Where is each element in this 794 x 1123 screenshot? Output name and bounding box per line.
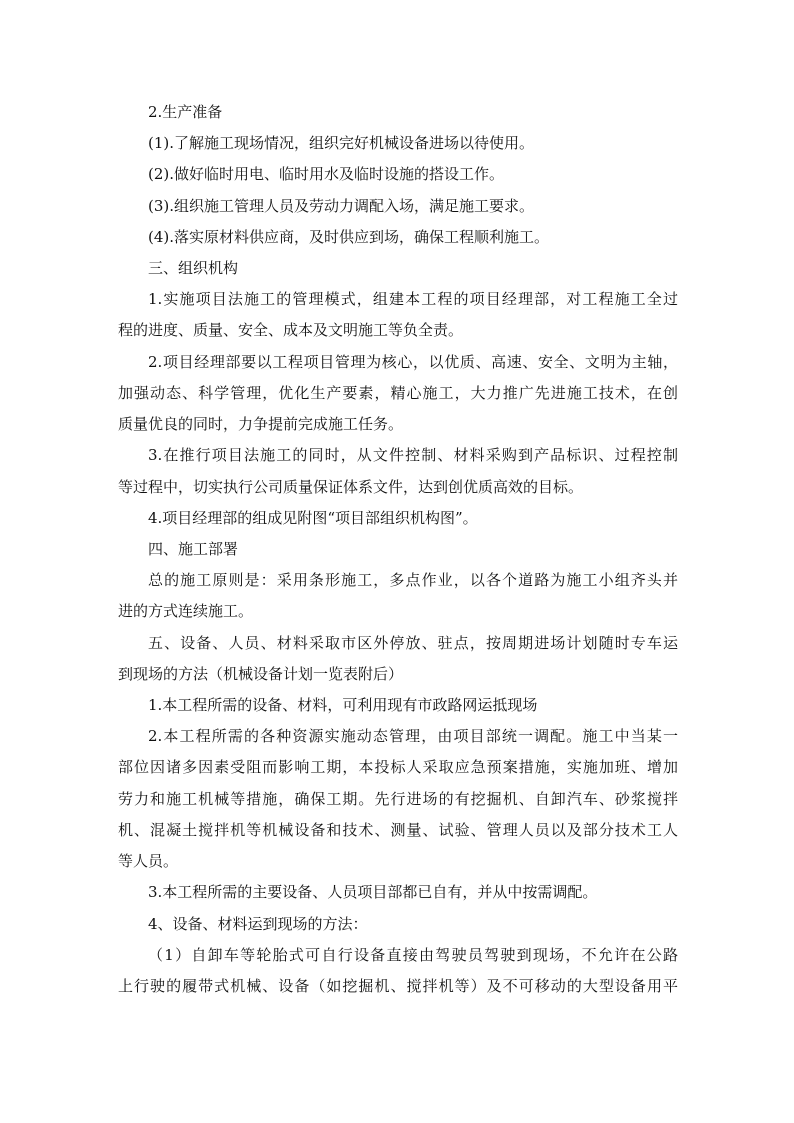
paragraph-line: 4.项目经理部的组成见附图“项目部组织机构图”。 <box>148 509 478 527</box>
paragraph-line: 2.项目经理部要以工程项目管理为核心，以优质、高速、安全、文明为主轴， <box>148 353 678 371</box>
paragraph-line: 总的施工原则是：采用条形施工，多点作业，以各个道路为施工小组齐头并 <box>148 571 678 589</box>
paragraph-line: 上行驶的履带式机械、设备（如挖掘机、搅拌机等）及不可移动的大型设备用平 <box>118 977 678 995</box>
paragraph-line: 部位因诸多因素受阻而影响工期，本投标人采取应急预案措施，实施加班、增加 <box>118 758 678 776</box>
list-item: (3).组织施工管理人员及劳动力调配入场，满足施工要求。 <box>148 197 535 215</box>
paragraph-line: （1）自卸车等轮胎式可自行设备直接由驾驶员驾驶到现场，不允许在公路 <box>148 946 678 964</box>
paragraph-line: 加强动态、科学管理，优化生产要素，精心施工，大力推广先进施工技术，在创 <box>118 384 678 402</box>
section-heading: 五、设备、人员、材料采取市区外停放、驻点，按周期进场计划随时专车运 <box>148 634 678 652</box>
paragraph-line: 程的进度、质量、安全、成本及文明施工等负全责。 <box>118 321 464 339</box>
section-heading: 三、组织机构 <box>148 259 239 277</box>
list-item: (4).落实原材料供应商，及时供应到场，确保工程顺利施工。 <box>148 228 550 246</box>
paragraph-line: 1.本工程所需的设备、材料，可利用现有市政路网运抵现场 <box>148 696 538 714</box>
paragraph-line: 1.实施项目法施工的管理模式，组建本工程的项目经理部，对工程施工全过 <box>148 290 678 308</box>
section-heading: 到现场的方法（机械设备计划一览表附后） <box>118 665 404 683</box>
paragraph-line: 进的方式连续施工。 <box>118 602 254 620</box>
paragraph-line: 机、混凝土搅拌机等机械设备和技术、测量、试验、管理人员以及部分技术工人 <box>118 821 678 839</box>
list-item: (2).做好临时用电、临时用水及临时设施的搭设工作。 <box>148 165 505 183</box>
paragraph-line: 3.在推行项目法施工的同时，从文件控制、材料采购到产品标识、过程控制 <box>148 446 678 464</box>
paragraph-line: 等过程中，切实执行公司质量保证体系文件，达到创优质高效的目标。 <box>118 478 584 496</box>
list-item: (1).了解施工现场情况，组织完好机械设备进场以待使用。 <box>148 134 535 152</box>
paragraph-line: 等人员。 <box>118 852 179 870</box>
section-heading: 四、施工部署 <box>148 540 239 558</box>
paragraph-line: 劳力和施工机械等措施，确保工期。先行进场的有挖掘机、自卸汽车、砂浆搅拌 <box>118 790 678 808</box>
paragraph-line: 2.本工程所需的各种资源实施动态管理，由项目部统一调配。施工中当某一 <box>148 727 678 745</box>
section-heading: 2.生产准备 <box>148 103 223 121</box>
paragraph-line: 质量优良的同时，力争提前完成施工任务。 <box>118 415 404 433</box>
paragraph-line: 3.本工程所需的主要设备、人员项目部都已自有，并从中按需调配。 <box>148 883 598 901</box>
paragraph-line: 4、设备、材料运到现场的方法： <box>148 915 368 933</box>
